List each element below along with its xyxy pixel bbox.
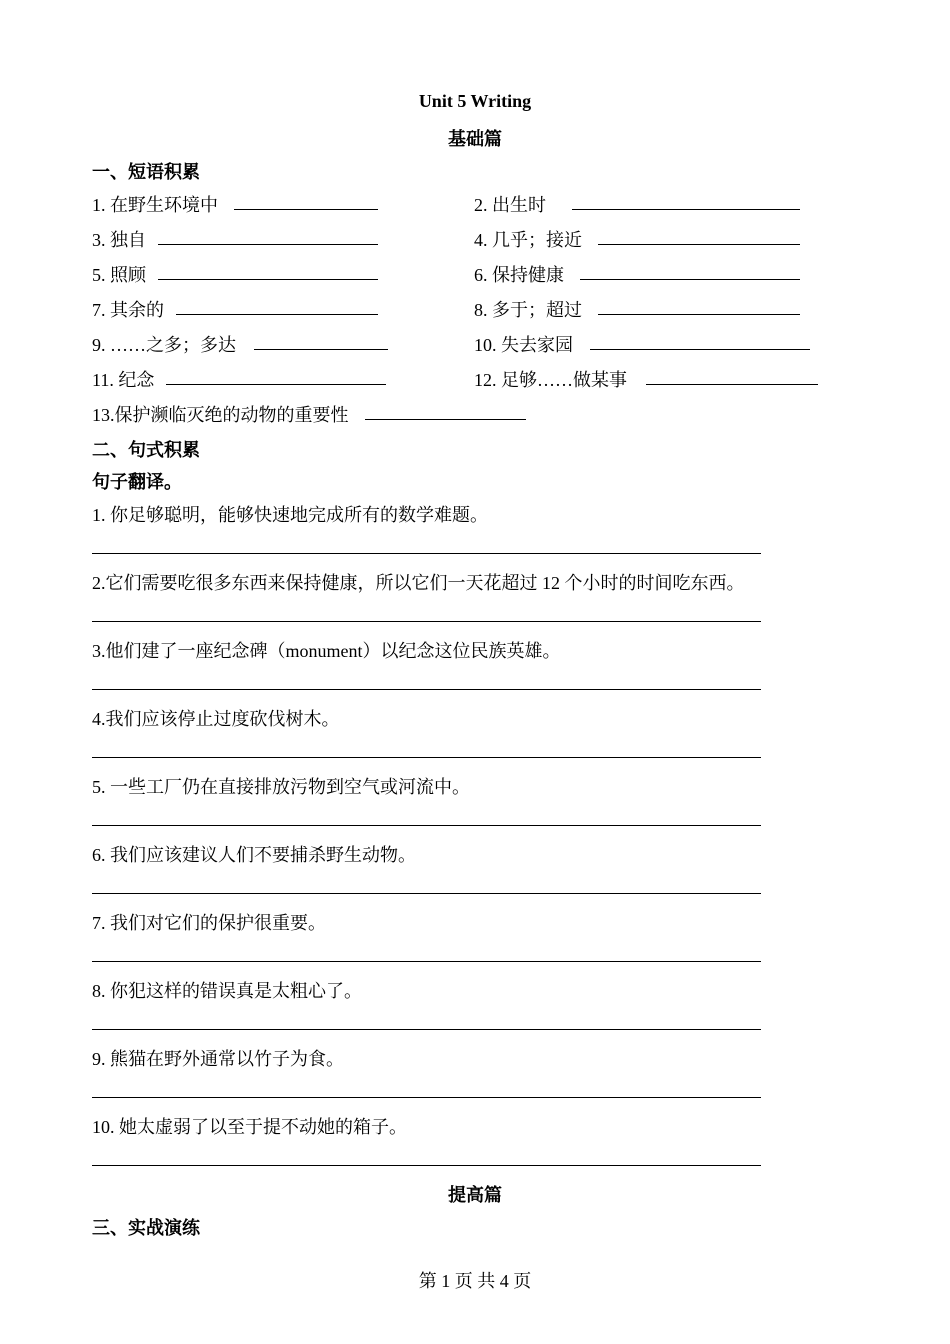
- phrase-item: 8. 多于；超过: [474, 300, 582, 320]
- phrase-item: 3. 独自: [92, 230, 146, 250]
- phrase-item: 5. 照顾: [92, 265, 146, 285]
- phrase-item: 2. 出生时: [474, 195, 546, 215]
- sentence-item: 9. 熊猫在野外通常以竹子为食。: [92, 1049, 344, 1069]
- answer-blank[interactable]: [166, 384, 386, 385]
- answer-blank[interactable]: [572, 209, 800, 210]
- answer-blank[interactable]: [590, 349, 810, 350]
- phrase-item: 12. 足够……做某事: [474, 370, 627, 390]
- section-2-heading: 二、句式积累: [92, 440, 200, 460]
- basic-section-title: 基础篇: [448, 129, 502, 149]
- answer-line[interactable]: [92, 1029, 761, 1030]
- answer-blank[interactable]: [254, 349, 388, 350]
- phrase-item: 6. 保持健康: [474, 265, 564, 285]
- sentence-item: 2.它们需要吃很多东西来保持健康，所以它们一天花超过 12 个小时的时间吃东西。: [92, 573, 745, 593]
- phrase-item: 4. 几乎；接近: [474, 230, 582, 250]
- answer-line[interactable]: [92, 893, 761, 894]
- answer-blank[interactable]: [580, 279, 800, 280]
- answer-line[interactable]: [92, 689, 761, 690]
- sentence-item: 6. 我们应该建议人们不要捕杀野生动物。: [92, 845, 416, 865]
- phrase-item: 11. 纪念: [92, 370, 155, 390]
- answer-line[interactable]: [92, 1097, 761, 1098]
- sentence-item: 1. 你足够聪明，能够快速地完成所有的数学难题。: [92, 505, 488, 525]
- section-3-heading: 三、实战演练: [92, 1218, 200, 1238]
- page-title: Unit 5 Writing: [418, 91, 532, 111]
- sentence-item: 5. 一些工厂仍在直接排放污物到空气或河流中。: [92, 777, 470, 797]
- sentence-item: 3.他们建了一座纪念碑（monument）以纪念这位民族英雄。: [92, 641, 561, 661]
- answer-line[interactable]: [92, 1165, 761, 1166]
- sentence-item: 10. 她太虚弱了以至于提不动她的箱子。: [92, 1117, 407, 1137]
- answer-blank[interactable]: [598, 314, 800, 315]
- sentence-item: 8. 你犯这样的错误真是太粗心了。: [92, 981, 362, 1001]
- answer-line[interactable]: [92, 621, 761, 622]
- answer-blank[interactable]: [158, 244, 378, 245]
- phrase-item: 13.保护濒临灭绝的动物的重要性: [92, 405, 349, 425]
- answer-blank[interactable]: [646, 384, 818, 385]
- sentence-item: 7. 我们对它们的保护很重要。: [92, 913, 326, 933]
- answer-blank[interactable]: [365, 419, 526, 420]
- answer-blank[interactable]: [176, 314, 378, 315]
- answer-line[interactable]: [92, 553, 761, 554]
- section-1-heading: 一、短语积累: [92, 162, 200, 182]
- answer-blank[interactable]: [234, 209, 378, 210]
- page-footer: 第 1 页 共 4 页: [418, 1271, 532, 1291]
- advanced-section-title: 提高篇: [448, 1185, 502, 1205]
- section-2-subheading: 句子翻译。: [92, 472, 182, 492]
- sentence-item: 4.我们应该停止过度砍伐树木。: [92, 709, 340, 729]
- answer-line[interactable]: [92, 961, 761, 962]
- phrase-item: 10. 失去家园: [474, 335, 573, 355]
- answer-blank[interactable]: [158, 279, 378, 280]
- answer-blank[interactable]: [598, 244, 800, 245]
- phrase-item: 1. 在野生环境中: [92, 195, 218, 215]
- phrase-item: 7. 其余的: [92, 300, 164, 320]
- phrase-item: 9. ……之多；多达: [92, 335, 236, 355]
- answer-line[interactable]: [92, 825, 761, 826]
- answer-line[interactable]: [92, 757, 761, 758]
